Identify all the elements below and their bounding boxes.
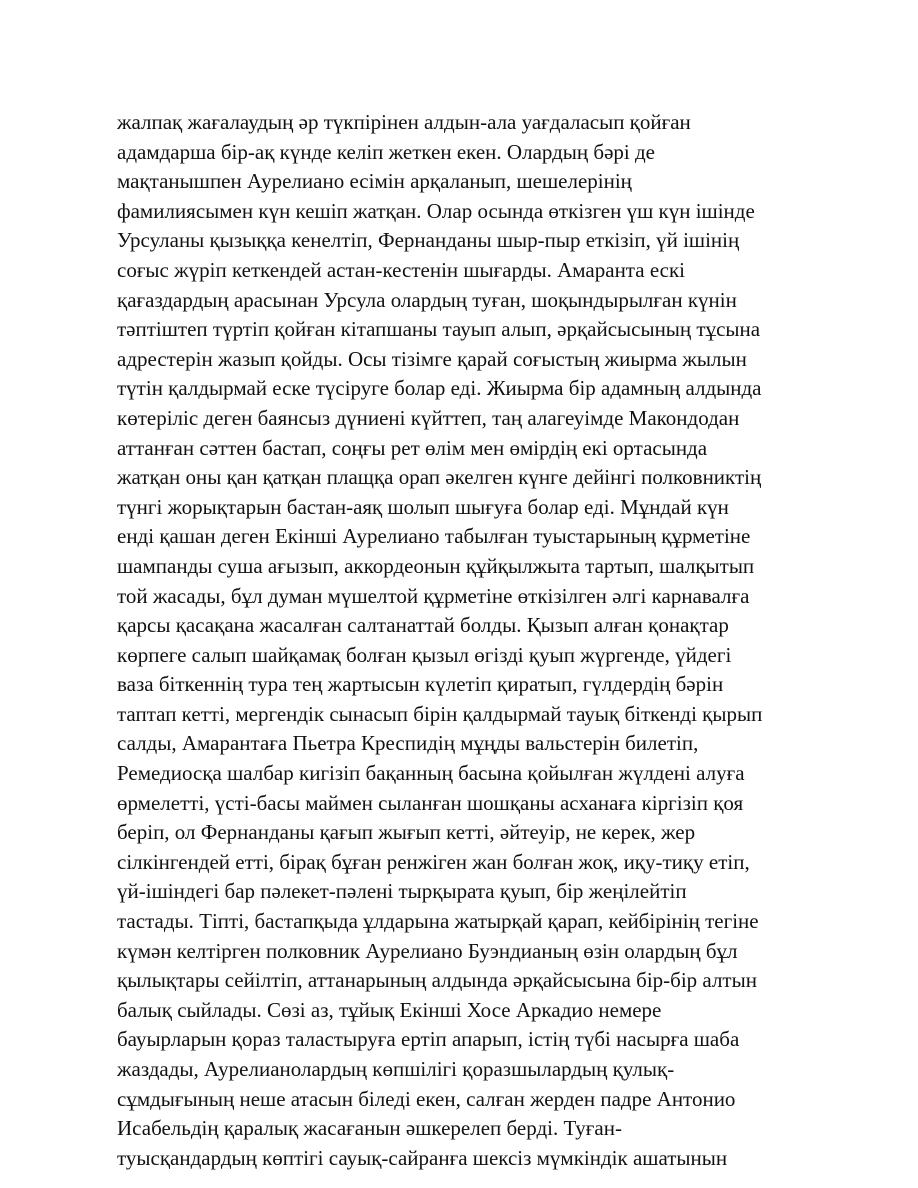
text-line: жаздады, Аурелианолардың көпшілігі қоразшылардың қулық- <box>117 1057 675 1081</box>
text-line: туысқандардың көптігі сауық-сайранға шексіз мүмкіндік ашатынын <box>117 1145 728 1170</box>
text-line: өрмелетті, үсті-басы маймен сыланған шошқаны асханаға кіргізіп қоя <box>117 790 744 815</box>
text-line: аттанған сәттен бастап, соңғы рет өлім мен өмірдің екі ортасында <box>117 435 708 460</box>
text-line: түнгі жорықтарын бастан-аяқ шолып шығуға болар еді. Мұндай күн <box>117 494 729 519</box>
text-line: көтеріліс деген баянсыз дүниені күйттеп, таң алагеуімде Макондодан <box>117 405 740 430</box>
text-line: ваза біткеннің тура тең жартысын күлетіп қиратып, гүлдердің бәрін <box>117 672 724 697</box>
text-line: мақтанышпен Аурелиано есімін арқаланып, шешелерінің <box>117 169 632 194</box>
text-line: үй-ішіндегі бар пәлекет-пәлені тырқырата қуып, бір жеңілейтіп <box>117 879 687 904</box>
text-line: тәптіштеп түртіп қойған кітапшаны тауып алып, әрқайсысының тұсына <box>117 317 761 342</box>
text-line: шампанды суша ағызып, аккордеонын құйқылжыта тартып, шалқытып <box>117 553 755 578</box>
text-line: балық сыйлады. Сөзі аз, тұйық Екінші Хосе Аркадио немере <box>117 997 662 1022</box>
text-line: Исабельдің қаралық жасағанын әшкерелеп берді. Туған- <box>117 1116 622 1141</box>
text-line: көрпеге салып шайқамақ болған қызыл өгізді қуып жүргенде, үйдегі <box>117 642 732 667</box>
text-line: беріп, ол Фернанданы қағып жығып кетті, әйтеуір, не керек, жер <box>117 820 696 845</box>
text-line: салды, Амарантаға Пьетра Креспидің мұңды вальстерін билетіп, <box>117 731 699 756</box>
text-line: жатқан оны қан қатқан плащқа орап әкелген күнге дейінгі полковниктің <box>117 465 762 490</box>
body-text <box>117 108 817 1173</box>
text-line: фамилиясымен күн кешіп жатқан. Олар осында өткізген үш күн ішінде <box>117 198 755 223</box>
text-line: тастады. Тіпті, бастапқыда ұлдарына жатырқай қарап, кейбірінің тегіне <box>117 909 759 934</box>
text-line: адамдарша бір-ақ күнде келіп жеткен екен. Олардың бәрі де <box>117 139 655 164</box>
text-line: Ремедиосқа шалбар кигізіп бақанның басына қойылған жүлдені алуға <box>117 761 745 786</box>
text-line: той жасады, бұл думан мүшелтой құрметіне өткізілген әлгі карнавалға <box>117 583 750 608</box>
text-line: енді қашан деген Екінші Аурелиано табылған туыстарының құрметіне <box>117 524 751 549</box>
text-line: соғыс жүріп кеткендей астан-кестенін шығарды. Амаранта ескі <box>117 257 686 282</box>
text-line: таптап кетті, мергендік сынасып бірін қалдырмай тауық біткенді қырып <box>117 701 763 726</box>
text-line: қарсы қасақана жасалған салтанаттай болды. Қызып алған қонақтар <box>117 613 729 638</box>
text-line: сілкінгендей етті, бірақ бұған ренжіген жан болған жоқ, иқу-тиқу етіп, <box>117 849 750 874</box>
text-line: Урсуланы қызыққа кенелтіп, Фернанданы шыр-пыр еткізіп, үй ішінің <box>117 228 740 253</box>
text-line: бауырларын қораз таластыруға ертіп апарып, істің түбі насырға шаба <box>117 1027 740 1052</box>
text-line: адрестерін жазып қойды. Осы тізімге қарай соғыстың жиырма жылын <box>117 346 747 371</box>
text-line: қылықтары сейілтіп, аттанарының алдында әрқайсысына бір-бір алтын <box>117 968 757 993</box>
text-line: күмән келтірген полковник Аурелиано Буэндианың өзін олардың бұл <box>117 938 738 963</box>
text-line: сұмдығының неше атасын біледі екен, салған жерден падре Антонио <box>117 1086 736 1111</box>
text-line: түтін қалдырмай еске түсіруге болар еді. Жиырма бір адамның алдында <box>117 376 762 401</box>
text-line: жалпақ жағалаудың әр түкпірінен алдын-ала уағдаласып қойған <box>117 110 691 134</box>
text-line: қағаздардың арасынан Урсула олардың туған, шоқындырылған күнін <box>117 287 737 312</box>
